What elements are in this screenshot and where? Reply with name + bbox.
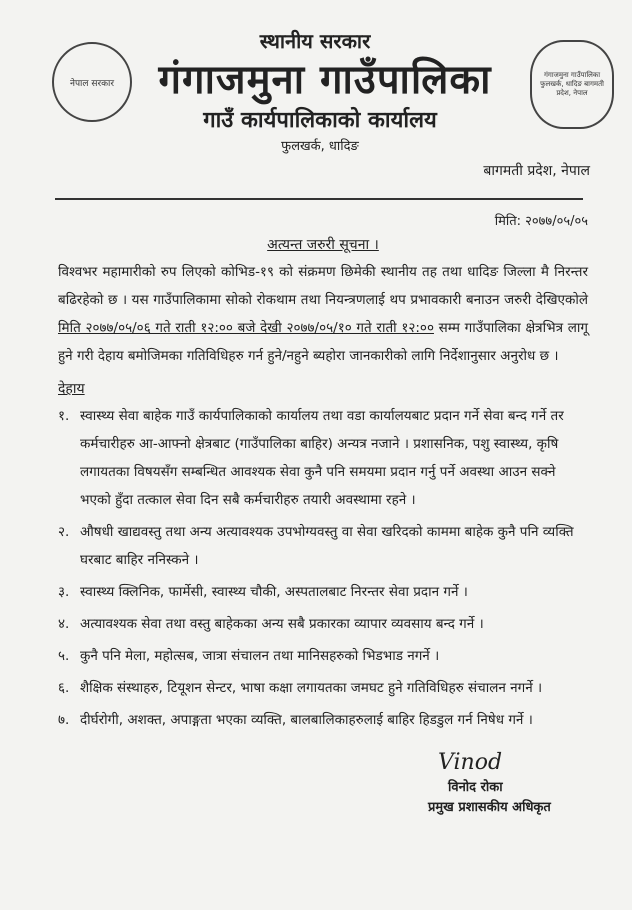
municipality-seal	[530, 40, 614, 129]
item-text: दीर्घरोगी, अशक्त, अपाङ्गता भएका व्यक्ति, बालबालिकाहरुलाई बाहिर हिडडुल गर्न निषेध गर्ने ।	[80, 712, 533, 728]
item-text: शैक्षिक संस्थाहरु, टियूशन सेन्टर, भाषा कक्षा लगायतका जमघट हुने गतिविधिहरु संचालन नगर्ने ।	[80, 680, 543, 696]
item-number: १.	[58, 408, 70, 424]
item-text: स्वास्थ्य सेवा बाहेक गाउँ कार्यपालिकाको कार्यालय तथा वडा कार्यालयबाट प्रदान गर्ने सेवा बन्द गर्ने तर कर्मचारीहरु आ-आफ्नो क्षेत्रबाट (गाउँपालिका बाहिर) अन्यत्र नजाने । प्रशासनिक, पशु स्वास्थ्य, कृषि लगायतका विषयसँग सम्बन्धित आवश्यक सेवा कुनै पनि समयमा प्रदान गर्नु पर्ने अवस्था आउन सक्ने भएको हुँदा तत्काल सेवा दिन सबै कर्मचारीहरु तयारी अवस्थामा रहने ।	[80, 408, 564, 508]
notice-heading: अत्यन्त जरुरी सूचना ।	[267, 237, 379, 253]
letterhead-address: फुलखर्क, धादिङ	[281, 139, 359, 154]
notice-paragraph	[58, 258, 588, 370]
header-divider	[55, 198, 583, 200]
list-item	[58, 674, 588, 702]
item-text: अत्यावश्यक सेवा तथा वस्तु बाहेकका अन्य सबै प्रकारका व्यापार व्यवसाय बन्द गर्ने ।	[80, 616, 484, 632]
item-number: ७.	[58, 712, 70, 728]
list-item	[58, 706, 588, 734]
item-number: ६.	[58, 680, 70, 696]
signature-block	[428, 748, 588, 818]
nepal-government-emblem	[52, 42, 132, 122]
item-number: २.	[58, 524, 70, 540]
notice-date: मिति: २०७७/०५/०५	[494, 214, 588, 229]
paragraph-text: सम्म गाउँपालिका क्षेत्रभित्र लागू हुने गरी देहाय बमोजिमका गतिविधिहरु गर्न हुने/नहुने ब्यहोरा जानकारीको लागि निर्देशानुसार अनुरोध छ ।	[58, 320, 588, 364]
item-text: कुनै पनि मेला, महोत्सब, जात्रा संचालन तथा मानिसहरुको भिडभाड नगर्ने ।	[80, 648, 440, 664]
list-item	[58, 610, 588, 638]
letterhead-local-government: स्थानीय सरकार	[259, 29, 371, 53]
emblem-text: नेपाल सरकार	[69, 78, 115, 89]
item-text: स्वास्थ्य क्लिनिक, फार्मेसी, स्वास्थ्य चौकी, अस्पतालबाट निरन्तर सेवा प्रदान गर्ने ।	[80, 584, 468, 600]
paragraph-text: विश्वभर महामारीको रुप लिएको कोभिड-१९ को संक्रमण छिमेकी स्थानीय तह तथा धादिङ जिल्ला मै निरन्तर बढिरहेको छ । यस गाउँपालिकामा सोको रोकथाम तथा नियन्त्रणलाई थप प्रभावकारी बनाउन जरुरी देखिएकोले	[58, 264, 588, 308]
letterhead-office-name: गाउँ कार्यपालिकाको कार्यालय	[203, 108, 437, 133]
letterhead-municipality-name: गंगाजमुना गाउँपालिका	[158, 57, 492, 103]
list-item	[58, 518, 588, 574]
paragraph-date-range: मिति २०७७/०५/०६ गते राती १२:०० बजे देखी २०७७/०५/१० गते राती १२:००	[58, 320, 434, 336]
list-item	[58, 578, 588, 606]
list-item	[58, 642, 588, 670]
item-number: ३.	[58, 584, 70, 600]
notice-body	[58, 212, 588, 838]
item-number: ४.	[58, 616, 70, 632]
item-text: औषधी खाद्यवस्तु तथा अन्य अत्यावश्यक उपभोग्यवस्तु वा सेवा खरिदको काममा बाहेक कुनै पनि व्यक्ति घरबाट बाहिर ननिस्कने ।	[80, 524, 574, 568]
seal-text: गंगाजमुना गाउँपालिका फुलखर्क, धादिङ बागमती प्रदेश, नेपाल	[540, 71, 604, 97]
signatory-name: विनोद रोका	[448, 780, 503, 795]
list-item	[58, 402, 588, 514]
directive-list	[58, 402, 588, 734]
handwritten-signature: Vinod	[438, 750, 503, 775]
list-heading: देहाय	[58, 381, 85, 397]
item-number: ५.	[58, 648, 70, 664]
letterhead-province: बागमती प्रदेश, नेपाल	[483, 163, 590, 179]
signatory-title: प्रमुख प्रशासकीय अधिकृत	[428, 800, 551, 815]
